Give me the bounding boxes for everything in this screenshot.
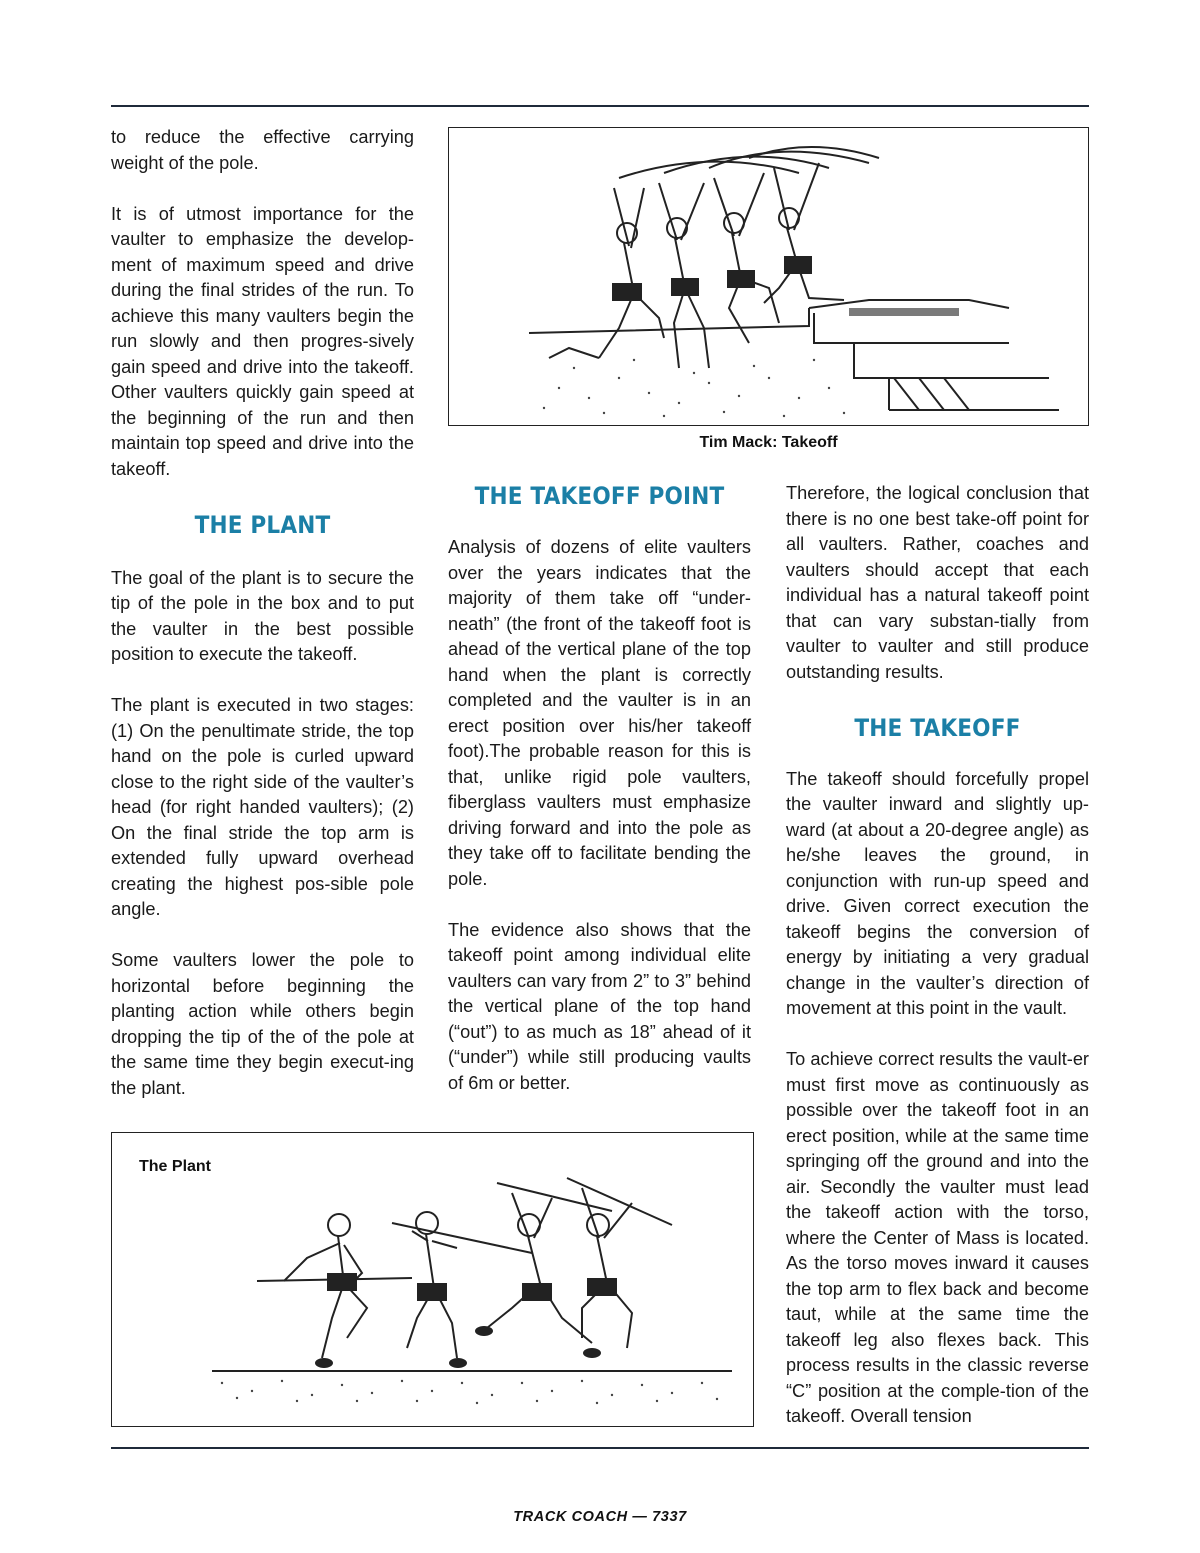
paragraph: to reduce the effective carrying weight of the pole. [111,127,414,173]
column-left [111,125,414,1127]
takeoff-illustration [449,128,1088,425]
section-heading-takeoff-point: THE TAKEOFF POINT [474,482,725,510]
plant-illustration [112,1133,753,1426]
page-footer: TRACK COACH — 7337 [513,1509,687,1525]
paragraph: The plant is executed in two stages: (1) On the penultimate stride, the top hand on the pole is curled upward close to the right side of the vaulter’s head (for right handed vaulters); (2) On the final stride the top arm is extended fully upward overhead creating the highest pos-sible pole angle. [111,695,414,919]
section-heading-takeoff: THE TAKEOFF [854,713,1021,742]
paragraph: The takeoff should forcefully propel the vaulter inward and slightly up-ward (at about a 20-degree angle) as he/she leaves the ground, in conjunction with run-up speed and drive. Given correct execution the takeoff begins the conversion of energy by initiating a very gradual change in the vaulter’s direction of movement at this point in the vault. [786,768,1089,1018]
figure-takeoff [448,127,1089,426]
paragraph: Therefore, the logical conclusion that there is no one best take-off point for all vaulters. Rather, coaches and vaulters should accept that each individual has a natural takeoff point that can vary substan-tially from vaulter to vaulter and still produce outstanding results. [786,483,1089,682]
paragraph: It is of utmost importance for the vaulter to emphasize the develop-ment of maximum speed and drive during the final strides of the run. To achieve this many vaulters begin the run slowly and then progres-sively gain speed and drive into the takeoff. Other vaulters quickly gain speed at the beginning of the run and then maintain top speed and drive into the takeoff. [111,203,414,479]
column-right [786,481,1089,1455]
paragraph: To achieve correct results the vault-er must first move as continuously as possible over the takeoff foot in an erect position, while at the same time springing off the ground and into the air. Secondly the vaulter must lead the takeoff action with the torso, where the Center of Mass is located. As the torso moves inward it causes the top arm to flex back and become taut, while at the same time the takeoff leg also flexes back. This process results in the classic reverse “C” position at the comple-tion of the takeoff. Overall tension [786,1049,1089,1426]
figure-caption-takeoff: Tim Mack: Takeoff [699,434,838,451]
paragraph: Analysis of dozens of elite vaulters over the years indicates that the majority of them take off “under-neath” (the front of the takeoff foot is ahead of the vertical plane of the top hand when the plant is correctly completed and the vaulter is in an erect position over his/her takeoff foot).The probable reason for this is that, unlike rigid pole vaulters, fiberglass vaulters must emphasize driving forward and into the pole as they take off to facilitate bending the pole. [448,537,751,889]
section-heading-plant: THE PLANT [194,510,331,539]
figure-plant [111,1132,754,1427]
paragraph: The evidence also shows that the takeoff point among individual elite vaulters can vary from 2” to 3” behind the vertical plane of the top hand (“out”) to as much as 18” ahead of it (“under”) while still producing vaults of 6m or better. [448,919,751,1093]
paragraph: The goal of the plant is to secure the tip of the pole in the box and to put the vaulter in the best possible position to execute the takeoff. [111,567,414,664]
header-rule [111,105,1089,107]
paragraph: Some vaulters lower the pole to horizontal before beginning the planting action while others begin dropping the tip of the of the pole at the same time they begin execut-ing the plant. [111,950,414,1098]
footer-rule [111,1447,1089,1449]
column-middle [448,479,751,1122]
figure-caption-plant: The Plant [139,1158,212,1175]
